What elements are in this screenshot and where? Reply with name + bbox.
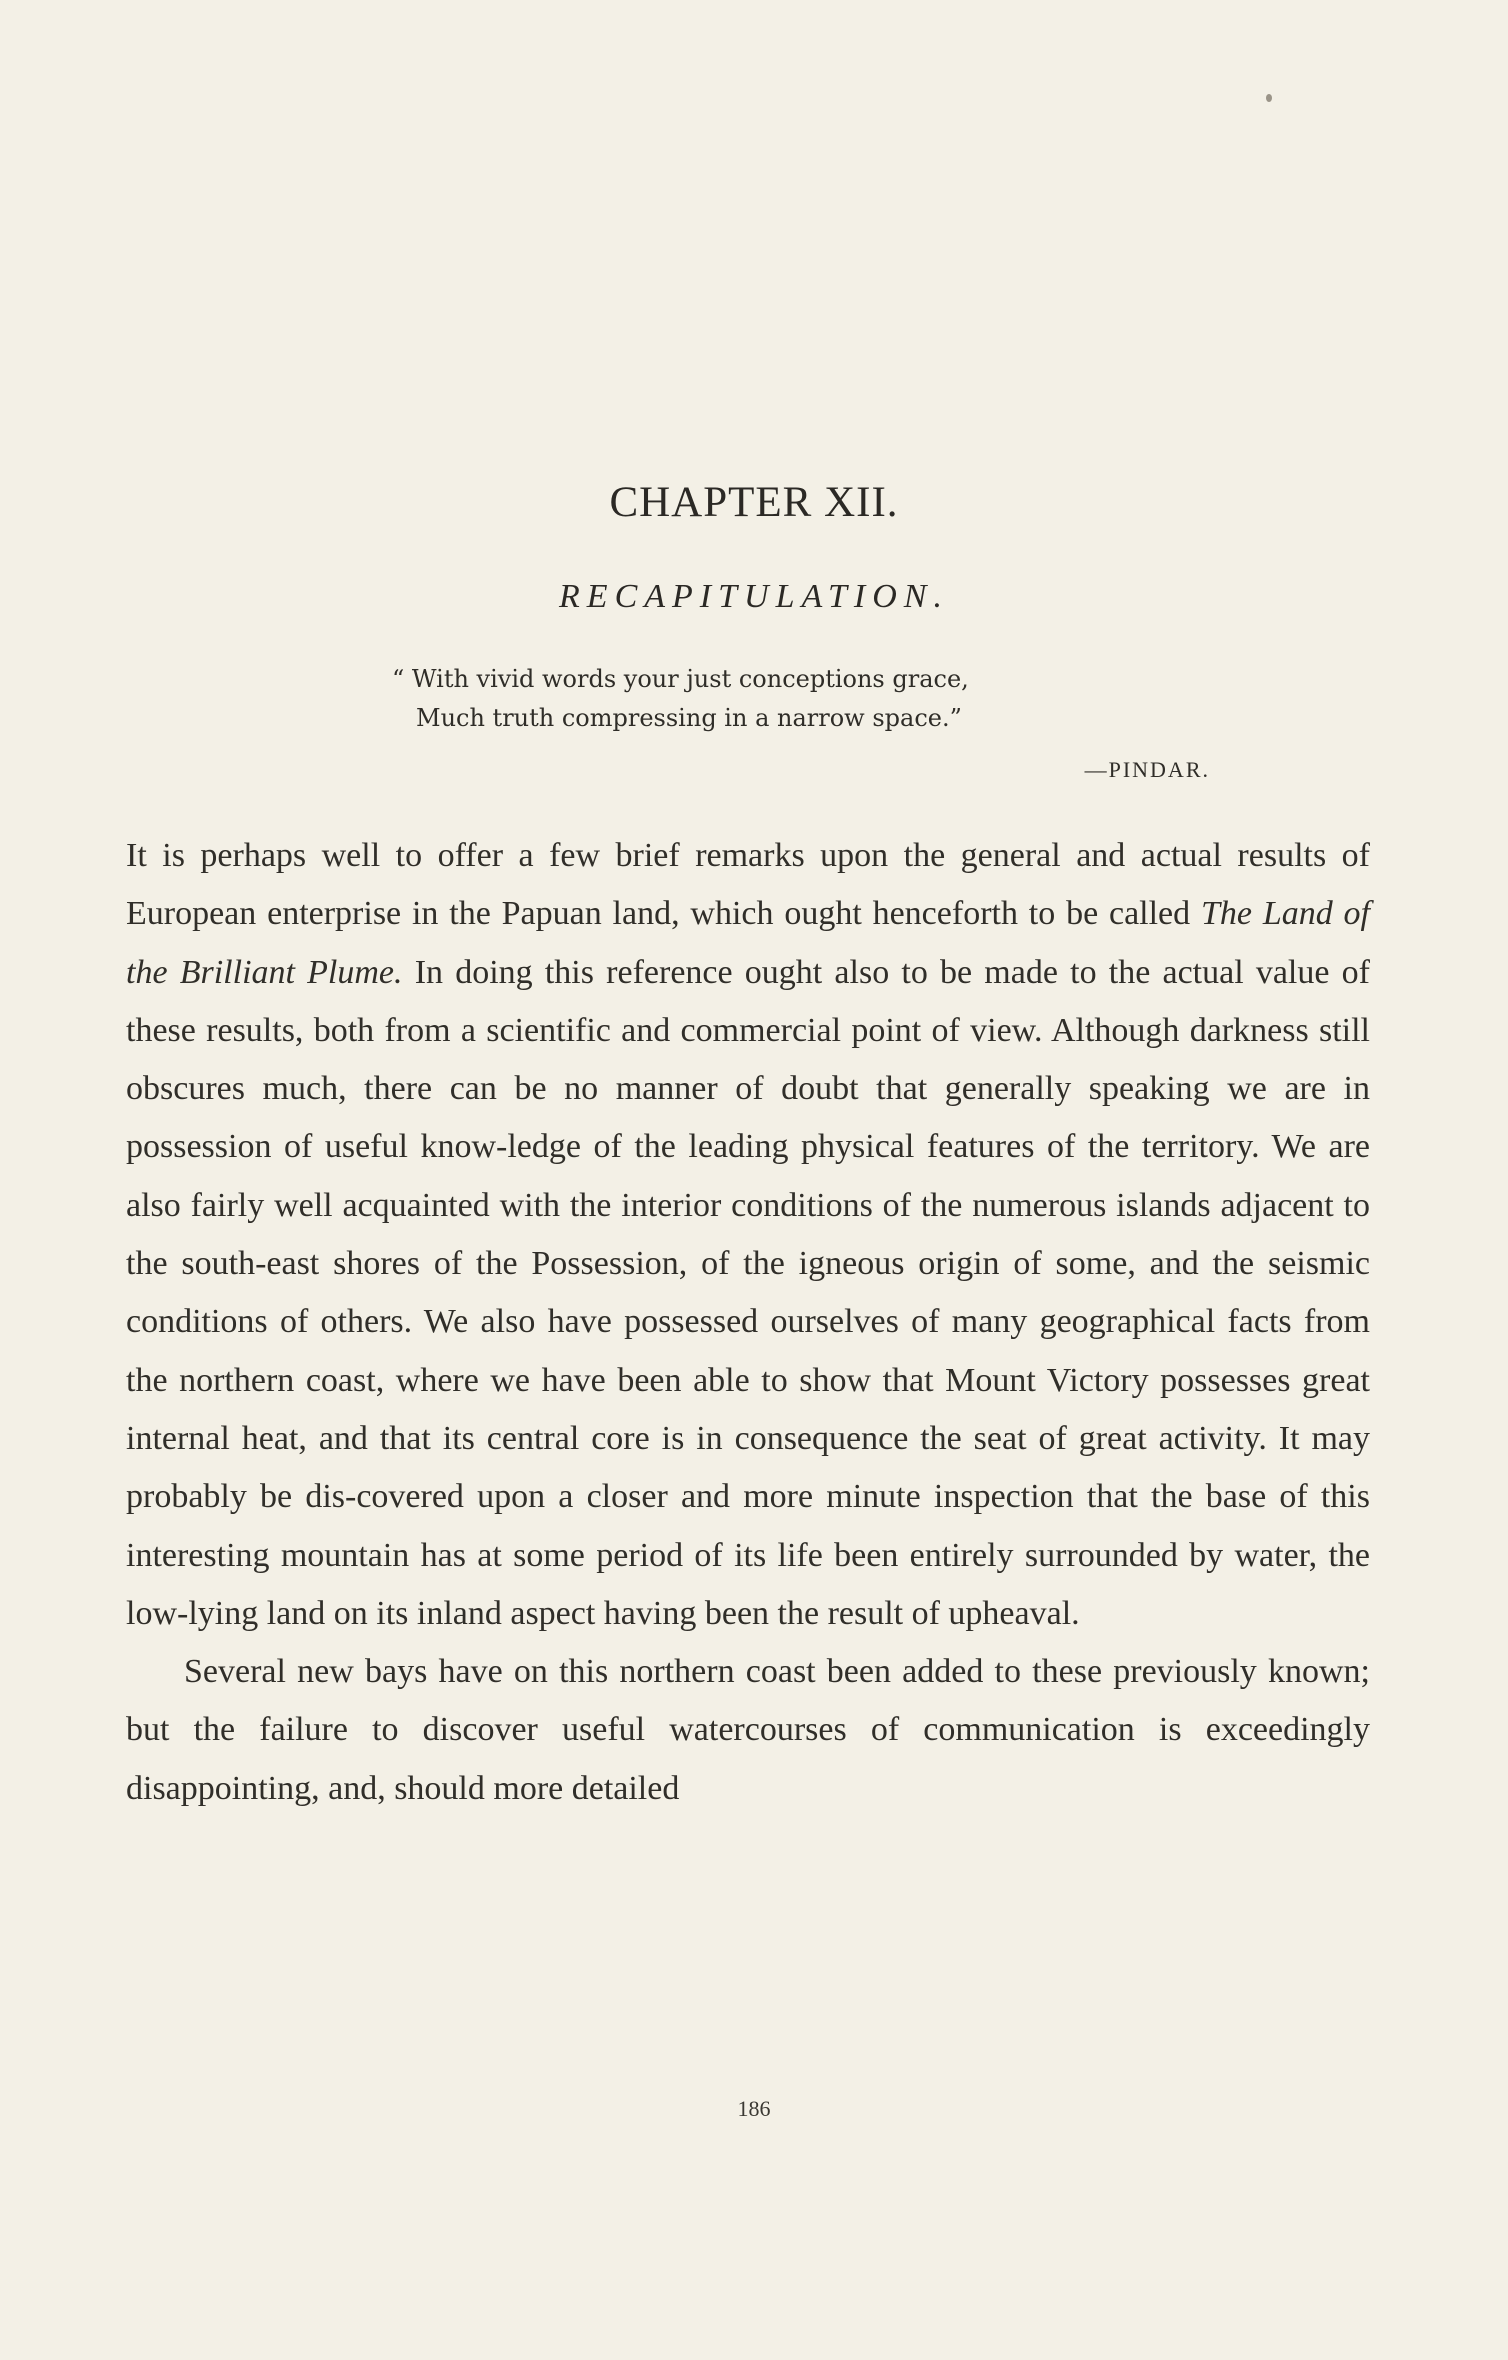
paragraph-1-rest: In doing this reference ought also to be made to the actual value of these results, both from a scientific and commercial point of view. Although darkness still obscures much, there can be no manner of doubt that generally speaking we are in possession of useful know-ledge of the leading physical features of the territory. We are also fairly well acquainted with the interior conditions of the numerous islands adjacent to the south-east shores of the Possession, of the igneous origin of some, and the seismic conditions of others. We also have possessed ourselves of many geographical facts from the northern coast, where we have been able to show that Mount Victory possesses great internal heat, and that its central core is in consequence the seat of great activity. It may probably be dis-covered upon a closer and more minute inspection that the base of this interesting mountain has at some period of its life been entirely surrounded by water, the low-lying land on its inland aspect having been the result of upheaval. (126, 953, 1370, 1632)
paragraph-1-lead: It is perhaps well to offer a few brief remarks upon the general and actual results of European enterprise in the Papuan land, which ought henceforth to be called (126, 837, 1370, 933)
body-text (126, 827, 1370, 1818)
page-number: 186 (737, 2096, 771, 2121)
paragraph-1-italic: The Land of the Brilliant Plume. (126, 895, 1370, 991)
ink-speck (1266, 94, 1272, 102)
epigraph-line-1: “ With vivid words your just conceptions grace, (392, 665, 969, 693)
paragraph-2: Several new bays have on this northern coast been added to these previously known; but the failure to discover useful watercourses of communication is exceedingly disappointing, and, should more detailed (126, 1653, 1370, 1807)
epigraph-line-2: Much truth compressing in a narrow space.” (416, 704, 962, 732)
paragraph-1 (126, 827, 1370, 1643)
epigraph (392, 660, 1212, 738)
epigraph-attribution: —PINDAR. (1084, 757, 1210, 782)
section-title: RECAPITULATION. (559, 578, 949, 615)
chapter-title: CHAPTER XII. (609, 479, 899, 526)
